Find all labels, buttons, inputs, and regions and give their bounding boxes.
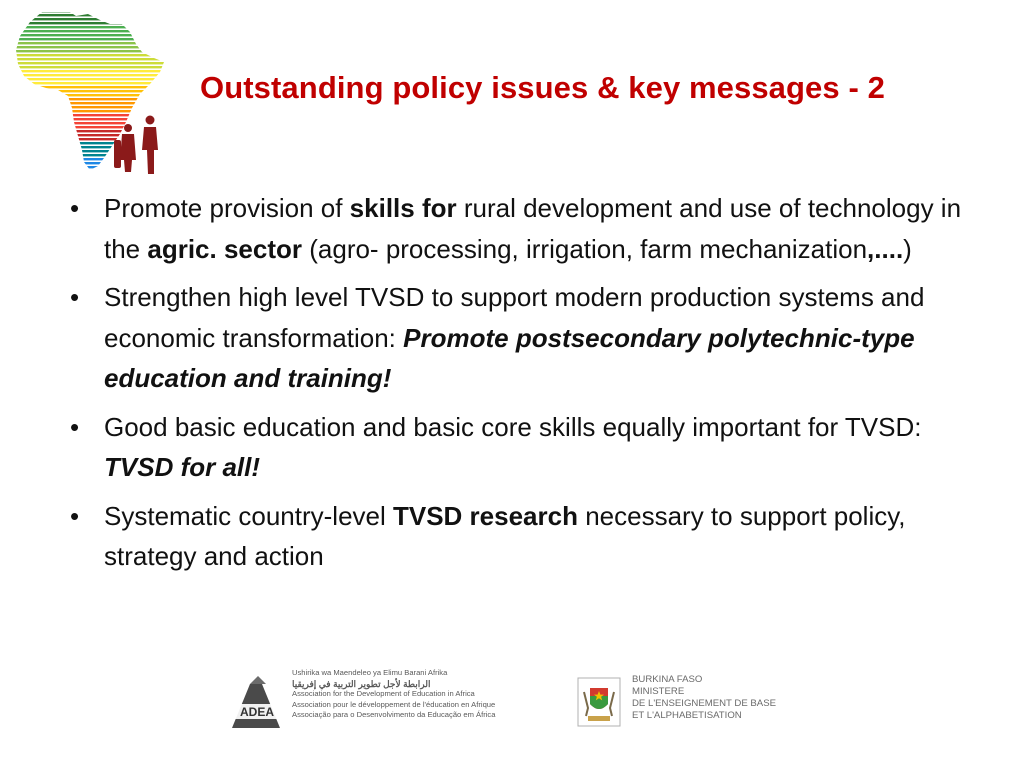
- bullet-item: [68, 407, 968, 488]
- logo-stripe: [12, 74, 172, 76]
- logo-stripe: [12, 26, 172, 28]
- burkina-faso-logo: [576, 674, 796, 734]
- logo-stripe: [12, 70, 172, 72]
- logo-stripe: [12, 98, 172, 100]
- logo-stripe: [12, 78, 172, 80]
- logo-stripe: [12, 14, 172, 16]
- logo-stripe: [12, 10, 172, 12]
- logo-stripe: [12, 54, 172, 56]
- bullet-text-segment: rural development and use of technology in the: [104, 193, 962, 264]
- adea-text-block: [292, 668, 522, 721]
- bullet-item: [68, 277, 968, 399]
- burkina-line: DE L'ENSEIGNEMENT DE BASE: [632, 698, 776, 709]
- bullet-text-segment: (agro- processing, irrigation, farm mechanization: [302, 233, 868, 264]
- slide-title: Outstanding policy issues & key messages - 2: [200, 70, 885, 105]
- logo-stripe: [12, 50, 172, 52]
- bullet-text-segment: ,....: [867, 233, 904, 264]
- logo-stripe: [12, 30, 172, 32]
- logo-stripe: [12, 42, 172, 44]
- adea-line: Associação para o Desenvolvimento da Educação em África: [292, 710, 496, 720]
- logo-stripe: [12, 110, 172, 112]
- adea-logo: [228, 668, 518, 738]
- bullet-text-segment: skills for: [349, 193, 457, 223]
- logo-stripe: [12, 62, 172, 64]
- logo-stripe: [12, 34, 172, 36]
- burkina-line: ET L'ALPHABETISATION: [632, 710, 742, 721]
- bullet-text-segment: necessary to support policy, strategy and action: [104, 500, 906, 571]
- logo-stripe: [12, 102, 172, 104]
- logo-stripe: [12, 22, 172, 24]
- bullet-marker: •: [70, 193, 80, 223]
- bullet-text-segment: ): [903, 233, 912, 264]
- adea-line: Association for the Development of Education in Africa: [292, 689, 475, 699]
- bullet-item: [68, 188, 968, 269]
- africa-logo: [12, 10, 172, 175]
- bullet-marker: •: [70, 500, 80, 531]
- bullet-list: [68, 188, 968, 585]
- adea-line: Association pour le développement de l'éducation en Afrique: [292, 699, 496, 709]
- bullet-text-segment: TVSD research: [392, 500, 578, 531]
- bullet-text-segment: Promote provision of: [104, 193, 350, 223]
- burkina-text-block: [632, 674, 776, 722]
- logo-stripe: [12, 18, 172, 20]
- logo-stripe: [12, 58, 172, 60]
- logo-stripe: [12, 82, 172, 84]
- bullet-text-segment: Good basic education and basic core skills equally important for TVSD:: [104, 411, 922, 442]
- bullet-marker: •: [70, 282, 80, 312]
- bullet-marker: •: [70, 411, 80, 442]
- adea-line: الرابطة لأجل تطوير التربية في إفريقيا: [292, 678, 431, 689]
- bullet-item: [68, 496, 968, 577]
- bullet-text-segment: Promote postsecondary polytechnic-type education and training!: [104, 322, 915, 393]
- logo-stripe: [12, 94, 172, 96]
- adea-mark-text: ADEA: [239, 705, 275, 719]
- coat-of-arms-icon: [576, 676, 622, 728]
- adea-emblem-icon: [228, 674, 286, 732]
- logo-stripe: [12, 46, 172, 48]
- bullet-text-segment: agric. sector: [147, 233, 303, 264]
- adea-line: Ushirika wa Maendeleo ya Elimu Barani Afrika: [292, 668, 448, 677]
- bullet-text-segment: Systematic country-level: [104, 500, 393, 531]
- logo-stripe: [12, 38, 172, 40]
- burkina-line: MINISTERE: [632, 686, 685, 697]
- logo-stripe: [12, 90, 172, 92]
- logo-stripe: [12, 106, 172, 108]
- logo-stripe: [12, 66, 172, 68]
- burkina-line: BURKINA FASO: [632, 674, 703, 685]
- bullet-text-segment: TVSD for all!: [104, 452, 261, 482]
- bullet-text-segment: Strengthen high level TVSD to support modern production systems and economic transformation:: [104, 282, 925, 353]
- logo-stripe: [12, 86, 172, 88]
